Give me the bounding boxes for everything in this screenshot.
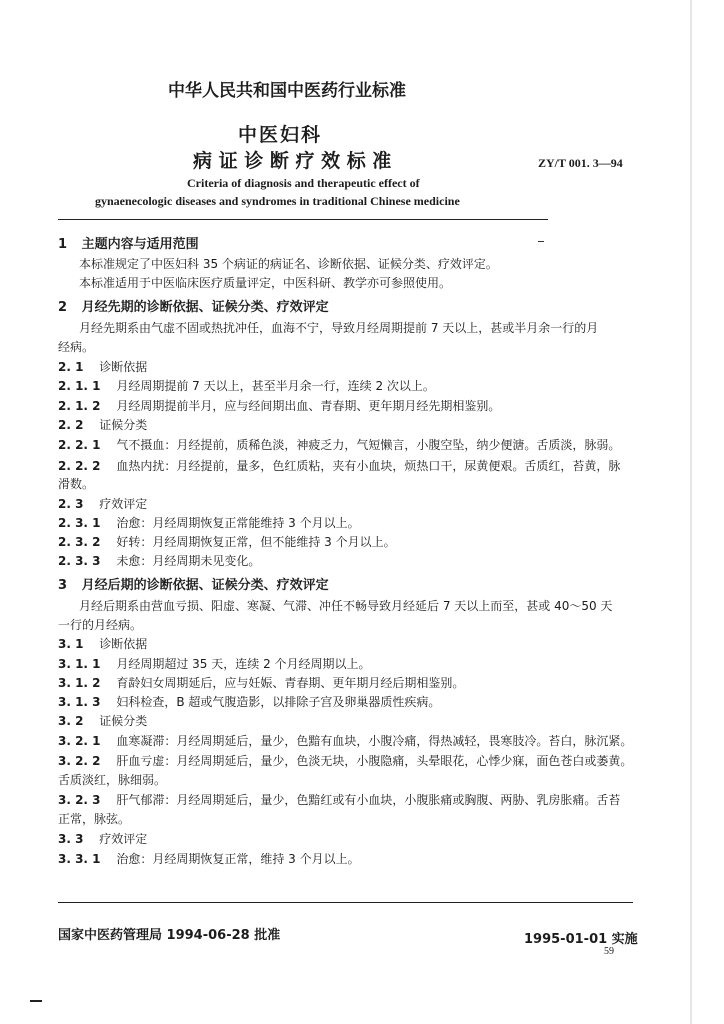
clause-continuation: 正常，脉弦。	[58, 812, 131, 826]
subsection-title: 诊断依据	[99, 360, 148, 374]
section-heading	[58, 574, 329, 593]
clause	[58, 791, 620, 808]
clause-number: 2. 1. 2	[58, 399, 101, 413]
clause-text: 育龄妇女周期延后，应与妊娠、青春期、更年期月经后期相鉴别。	[116, 676, 465, 690]
clause-number: 3. 2. 2	[58, 754, 101, 768]
clause-number: 3. 2. 3	[58, 793, 101, 807]
paragraph: 本标准规定了中医妇科 35 个病证的病证名、诊断依据、证候分类、疗效评定。	[79, 257, 498, 271]
clause	[58, 655, 371, 672]
clause-text: 气不摄血：月经提前，质稀色淡，神疲乏力，气短懒言，小腹空坠，纳少便溏。舌质淡，脉弱。	[116, 438, 621, 452]
clause-number: 2. 2. 1	[58, 438, 101, 452]
clause-text: 血热内扰：月经提前，量多，色红质粘，夹有小血块，烦热口干，尿黄便艰。舌质红，苔黄，脉	[116, 459, 621, 473]
clause-continuation: 舌质淡红，脉细弱。	[58, 773, 167, 787]
margin-dash-mark	[538, 241, 544, 242]
paragraph: 本标准适用于中医临床医疗质量评定，中医科研、教学亦可参照使用。	[79, 276, 452, 290]
clause-number: 2. 3. 2	[58, 535, 101, 549]
section-number: 3	[58, 578, 68, 593]
clause-number: 3. 1. 3	[58, 695, 101, 709]
clause-number: 2. 3	[58, 497, 84, 511]
english-title-line-2: gynaenecologic diseases and syndromes in traditional Chinese medicine	[95, 194, 460, 208]
subsection-title: 证候分类	[99, 418, 148, 432]
clause-text: 好转：月经周期恢复正常，但不能维持 3 个月以上。	[116, 535, 396, 549]
clause-text: 肝气郁滞：月经周期延后，量少，色黯红或有小血块，小腹胀痛或胸腹、两胁、乳房胀痛。舌苔	[116, 793, 621, 807]
paragraph: 月经先期系由气虚不固或热扰冲任，血海不宁，导致月经周期提前 7 天以上，甚或半月余一行的月	[79, 321, 599, 335]
title-line-1: 中医妇科	[238, 124, 323, 146]
clause-text: 月经周期超过 35 天，连续 2 个月经周期以上。	[116, 657, 371, 671]
subsection-title: 证候分类	[99, 714, 148, 728]
section-title: 主题内容与适用范围	[81, 237, 199, 252]
paragraph: 经病。	[58, 340, 95, 354]
paragraph: 一行的月经病。	[58, 618, 143, 632]
subsection-heading	[58, 830, 147, 847]
clause-number: 2. 3. 3	[58, 554, 101, 568]
section-title: 月经先期的诊断依据、证候分类、疗效评定	[81, 300, 329, 315]
subsection-heading	[58, 358, 147, 375]
clause-text: 月经周期提前半月，应与经间期出血、青春期、更年期月经先期相鉴别。	[116, 399, 501, 413]
clause-number: 3. 2. 1	[58, 734, 101, 748]
section-heading	[58, 233, 199, 252]
subsection-heading	[58, 712, 147, 729]
subsection-heading	[58, 635, 147, 652]
clause	[58, 552, 260, 569]
subsection-heading	[58, 416, 147, 433]
clause	[58, 752, 632, 769]
section-heading	[58, 296, 329, 315]
clause-number: 3. 3. 1	[58, 852, 101, 866]
clause-number: 3. 1. 1	[58, 657, 101, 671]
clause-text: 肝血亏虚：月经周期延后，量少，色淡无块，小腹隐痛，头晕眼花，心悸少寐，面色苍白或萎黄。	[116, 754, 633, 768]
subsection-heading	[58, 495, 147, 512]
clause-text: 未愈：月经周期未见变化。	[116, 554, 261, 568]
scan-mark	[30, 1000, 42, 1002]
clause	[58, 693, 440, 710]
standard-issuer: 中华人民共和国中医药行业标准	[168, 81, 406, 101]
clause	[58, 533, 396, 550]
section-number: 1	[58, 237, 68, 252]
clause-number: 3. 1. 2	[58, 676, 101, 690]
subsection-title: 疗效评定	[99, 497, 148, 511]
clause-number: 2. 1. 1	[58, 379, 101, 393]
clause-number: 3. 3	[58, 832, 84, 846]
clause-number: 2. 2	[58, 418, 84, 432]
clause-number: 3. 2	[58, 714, 84, 728]
clause-text: 血寒凝滞：月经周期延后，量少，色黯有血块，小腹冷痛，得热减轻，畏寒肢冷。苔白，脉沉紧。	[116, 734, 633, 748]
clause	[58, 850, 360, 867]
standard-code: ZY/T 001. 3—94	[538, 156, 623, 170]
clause	[58, 674, 464, 691]
clause-number: 3. 1	[58, 637, 84, 651]
clause-text: 月经周期提前 7 天以上，甚至半月余一行，连续 2 次以上。	[116, 379, 435, 393]
clause-number: 2. 2. 2	[58, 459, 101, 473]
clause	[58, 436, 620, 453]
scan-edge	[690, 0, 692, 1024]
title-line-2: 病 证 诊 断 疗 效 标 准	[193, 150, 392, 172]
english-title-line-1: Criteria of diagnosis and therapeutic effect of	[187, 176, 420, 190]
approval-date: 国家中医药管理局 1994-06-28 批准	[58, 928, 281, 943]
clause-text: 治愈：月经周期恢复正常，维持 3 个月以上。	[116, 852, 360, 866]
clause-text: 治愈：月经周期恢复正常能维持 3 个月以上。	[116, 516, 360, 530]
clause-number: 2. 1	[58, 360, 84, 374]
footer-rule	[58, 902, 633, 903]
clause	[58, 514, 360, 531]
clause-number: 2. 3. 1	[58, 516, 101, 530]
subsection-title: 诊断依据	[99, 637, 148, 651]
clause	[58, 397, 500, 414]
header-rule	[58, 219, 548, 220]
clause	[58, 732, 632, 749]
section-number: 2	[58, 300, 68, 315]
clause-continuation: 滑数。	[58, 477, 95, 491]
clause-text: 妇科检查，B 超或气腹造影，以排除子宫及卵巢器质性疾病。	[116, 695, 441, 709]
clause	[58, 377, 435, 394]
paragraph: 月经后期系由营血亏损、阳虚、寒凝、气滞、冲任不畅导致月经延后 7 天以上而至，甚或 40～50 天	[79, 599, 613, 613]
implementation-date: 1995-01-01 实施	[524, 932, 638, 947]
page-number: 59	[604, 946, 614, 957]
clause	[58, 457, 620, 474]
section-title: 月经后期的诊断依据、证候分类、疗效评定	[81, 578, 329, 593]
subsection-title: 疗效评定	[99, 832, 148, 846]
